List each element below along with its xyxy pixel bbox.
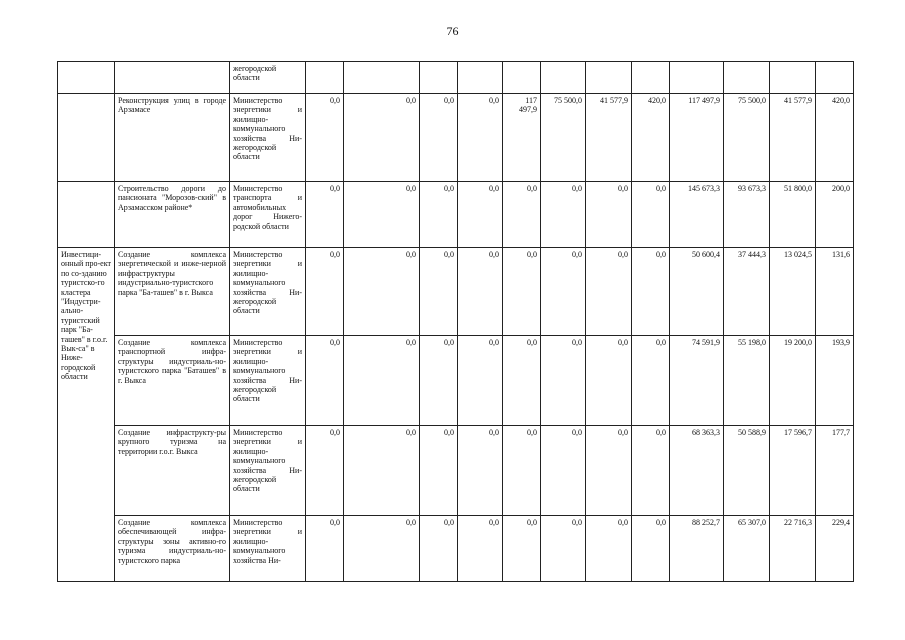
value-cell: 0,0: [586, 426, 632, 516]
value-cell: 75 500,0: [724, 94, 770, 182]
project-name: Строительство дороги до пансионата "Морозов-ский" в Арзамасском районе*: [115, 182, 230, 248]
value-cell: 0,0: [458, 94, 503, 182]
value-cell: 0,0: [458, 248, 503, 336]
value-cell: 177,7: [816, 426, 854, 516]
value-cell: 420,0: [632, 94, 670, 182]
ministry-name: Министерство энергетики и жилищно-коммунального хозяйства Ни-жегородской области: [230, 94, 306, 182]
value-cell: 50 600,4: [670, 248, 724, 336]
investment-project-group: Инвестици-онный про-ект по со-зданию туристско-го кластера "Индустри-ально-туристский парк "Ба-ташев" в г.о.г. Вык-са" в Ниже-городской области: [58, 248, 115, 582]
value-cell: 13 024,5: [770, 248, 816, 336]
table-row: [58, 248, 854, 336]
value-cell: [420, 62, 458, 94]
value-cell: 0,0: [586, 516, 632, 582]
value-cell: 0,0: [503, 336, 541, 426]
value-cell: [586, 62, 632, 94]
table-row: [58, 336, 854, 426]
value-cell: 0,0: [632, 182, 670, 248]
project-name: Реконструкция улиц в городе Арзамасе: [115, 94, 230, 182]
value-cell: 0,0: [503, 248, 541, 336]
value-cell: 22 716,3: [770, 516, 816, 582]
value-cell: 0,0: [632, 248, 670, 336]
value-cell: 145 673,3: [670, 182, 724, 248]
value-cell: 0,0: [541, 182, 586, 248]
value-cell: 0,0: [306, 426, 344, 516]
table-row: [58, 182, 854, 248]
value-cell: 17 596,7: [770, 426, 816, 516]
value-cell: 0,0: [458, 426, 503, 516]
value-cell: 55 198,0: [724, 336, 770, 426]
value-cell: [632, 62, 670, 94]
project-name: Создание инфраструкту-ры крупного туризма на территории г.о.г. Выкса: [115, 426, 230, 516]
value-cell: 0,0: [344, 94, 420, 182]
value-cell: 0,0: [458, 182, 503, 248]
value-cell: 0,0: [306, 182, 344, 248]
budget-table: [57, 61, 854, 582]
project-name: Создание комплекса обеспечивающей инфра-структуры зоны активно-го туризма индустриаль-но-туристского парка: [115, 516, 230, 582]
ministry-name: Министерство энергетики и жилищно-коммунального хозяйства Ни-: [230, 516, 306, 582]
value-cell: [503, 62, 541, 94]
value-cell: 51 800,0: [770, 182, 816, 248]
empty-group-cell: [58, 62, 115, 94]
value-cell: 50 588,9: [724, 426, 770, 516]
value-cell: [458, 62, 503, 94]
value-cell: 0,0: [541, 426, 586, 516]
value-cell: [541, 62, 586, 94]
value-cell: 0,0: [306, 248, 344, 336]
value-cell: 0,0: [458, 516, 503, 582]
value-cell: 0,0: [632, 516, 670, 582]
value-cell: [724, 62, 770, 94]
value-cell: 0,0: [344, 182, 420, 248]
value-cell: 41 577,9: [586, 94, 632, 182]
value-cell: [670, 62, 724, 94]
value-cell: 0,0: [344, 516, 420, 582]
ministry-name: Министерство транспорта и автомобильных дорог Нижего-родской области: [230, 182, 306, 248]
value-cell: 37 444,3: [724, 248, 770, 336]
ministry-name: Министерство энергетики и жилищно-коммунального хозяйства Ни-жегородской области: [230, 248, 306, 336]
value-cell: 19 200,0: [770, 336, 816, 426]
value-cell: 0,0: [541, 248, 586, 336]
value-cell: 88 252,7: [670, 516, 724, 582]
table-row: [58, 94, 854, 182]
table-row: [58, 62, 854, 94]
value-cell: 229,4: [816, 516, 854, 582]
value-cell: 0,0: [420, 516, 458, 582]
value-cell: 420,0: [816, 94, 854, 182]
project-name: Создание комплекса энергетической и инже-нерной инфраструктуры индустриально-туристского парка "Ба-ташев" в г. Выкса: [115, 248, 230, 336]
value-cell: 68 363,3: [670, 426, 724, 516]
page-number: 76: [446, 24, 459, 38]
ministry-name: Министерство энергетики и жилищно-коммунального хозяйства Ни-жегородской области: [230, 426, 306, 516]
value-cell: 200,0: [816, 182, 854, 248]
project-name: Создание комплекса транспортной инфра-структуры индустриаль-но-туристского парка "Баташев" в г. Выкса: [115, 336, 230, 426]
value-cell: 0,0: [503, 426, 541, 516]
value-cell: [770, 62, 816, 94]
empty-group-cell: [58, 94, 115, 182]
value-cell: [306, 62, 344, 94]
value-cell: 0,0: [632, 336, 670, 426]
value-cell: 75 500,0: [541, 94, 586, 182]
value-cell: 0,0: [458, 336, 503, 426]
value-cell: 0,0: [541, 516, 586, 582]
empty-group-cell: [58, 182, 115, 248]
value-cell: 0,0: [632, 426, 670, 516]
value-cell: 0,0: [586, 182, 632, 248]
value-cell: 131,6: [816, 248, 854, 336]
value-cell: 65 307,0: [724, 516, 770, 582]
value-cell: 0,0: [503, 182, 541, 248]
value-cell: 0,0: [420, 426, 458, 516]
table-row: [58, 516, 854, 582]
value-cell: 0,0: [344, 336, 420, 426]
value-cell: 0,0: [420, 94, 458, 182]
table-row: [58, 426, 854, 516]
value-cell: 0,0: [306, 336, 344, 426]
value-cell: 0,0: [344, 248, 420, 336]
value-cell: [816, 62, 854, 94]
ministry-name: Министерство энергетики и жилищно-коммунального хозяйства Ни-жегородской области: [230, 336, 306, 426]
value-cell: 41 577,9: [770, 94, 816, 182]
value-cell: 0,0: [586, 336, 632, 426]
value-cell: 0,0: [344, 426, 420, 516]
ministry-name: жегородской области: [230, 62, 306, 94]
value-cell: 0,0: [586, 248, 632, 336]
value-cell: 74 591,9: [670, 336, 724, 426]
project-name: [115, 62, 230, 94]
value-cell: 117 497,9: [670, 94, 724, 182]
value-cell: 0,0: [306, 516, 344, 582]
value-cell: 193,9: [816, 336, 854, 426]
value-cell: [344, 62, 420, 94]
value-cell: 93 673,3: [724, 182, 770, 248]
value-cell: 0,0: [503, 516, 541, 582]
value-cell: 0,0: [306, 94, 344, 182]
value-cell: 0,0: [420, 182, 458, 248]
value-cell: 0,0: [420, 336, 458, 426]
value-cell: 0,0: [541, 336, 586, 426]
value-cell: 117 497,9: [503, 94, 541, 182]
value-cell: 0,0: [420, 248, 458, 336]
